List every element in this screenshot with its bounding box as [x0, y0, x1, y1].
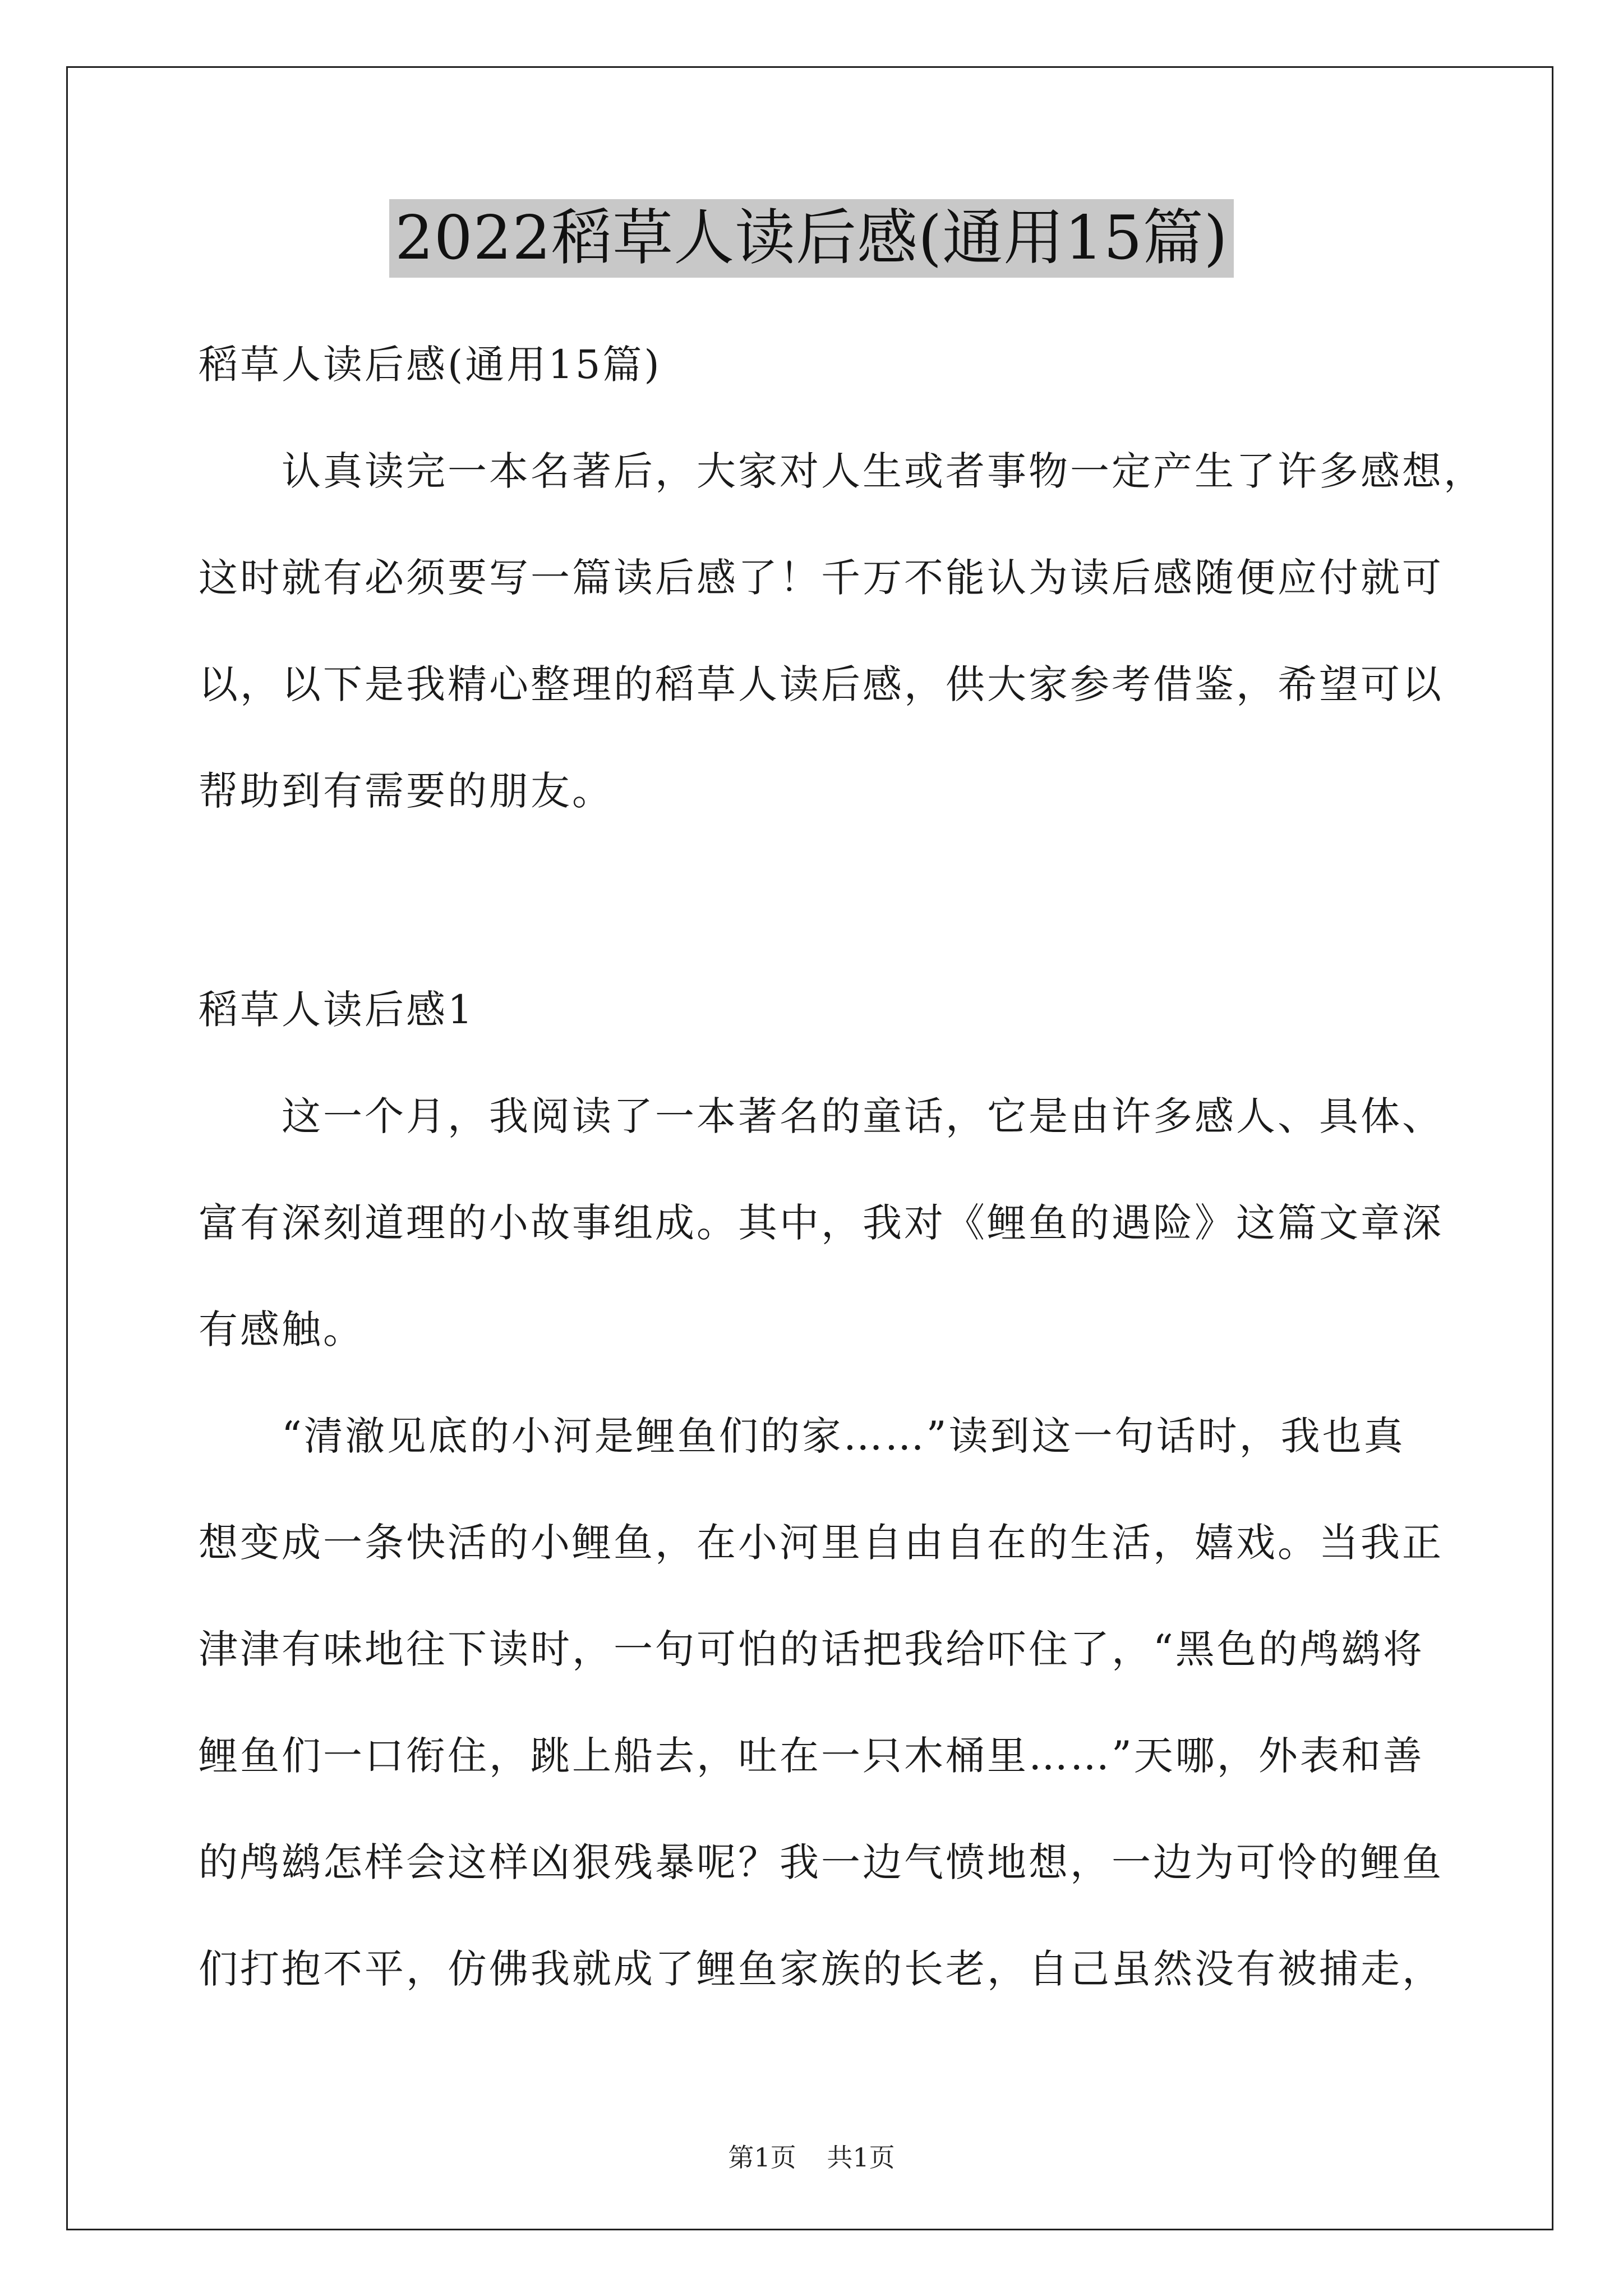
para2-line: 鲤鱼们一口衔住，跳上船去，吐在一只木桶里……”天哪，外表和善: [199, 1733, 1424, 1779]
intro-line: 以，以下是我精心整理的稻草人读后感，供大家参考借鉴，希望可以: [199, 661, 1444, 707]
page-number: 第1页: [728, 2142, 796, 2173]
para2-line: 想变成一条快活的小鲤鱼，在小河里自由自在的生活，嬉戏。当我正: [199, 1520, 1444, 1566]
paragraph-gap: [199, 844, 1438, 956]
section-title: 稻草人读后感1: [199, 987, 475, 1033]
document-body: [199, 311, 1485, 2022]
para1-line: 这一个月，我阅读了一本著名的童话，它是由许多感人、具体、: [282, 1093, 1444, 1139]
document-title: 2022稻草人读后感(通用15篇): [389, 199, 1234, 278]
para1-line: 有感触。: [199, 1306, 365, 1352]
para1-line: 富有深刻道理的小故事组成。其中，我对《鲤鱼的遇险》这篇文章深: [199, 1200, 1444, 1246]
page-total: 共1页: [827, 2142, 895, 2173]
title-container: [0, 199, 1623, 278]
intro-line: 认真读完一本名著后，大家对人生或者事物一定产生了许多感想，: [282, 448, 1485, 494]
subtitle: 稻草人读后感(通用15篇): [199, 342, 662, 388]
para2-line: 的鸬鹚怎样会这样凶狠残暴呢？我一边气愤地想，一边为可怜的鲤鱼: [199, 1839, 1444, 1885]
para2-line: 们打抱不平，仿佛我就成了鲤鱼家族的长老，自己虽然没有被捕走，: [199, 1946, 1444, 1992]
intro-line: 帮助到有需要的朋友。: [199, 768, 614, 814]
page-footer: [0, 2137, 1623, 2174]
intro-line: 这时就有必须要写一篇读后感了！千万不能认为读后感随便应付就可: [199, 555, 1444, 601]
para2-line: 津津有味地往下读时，一句可怕的话把我给吓住了，“黑色的鸬鹚将: [199, 1626, 1424, 1672]
para2-line: “清澈见底的小河是鲤鱼们的家……”读到这一句话时，我也真: [282, 1413, 1405, 1459]
